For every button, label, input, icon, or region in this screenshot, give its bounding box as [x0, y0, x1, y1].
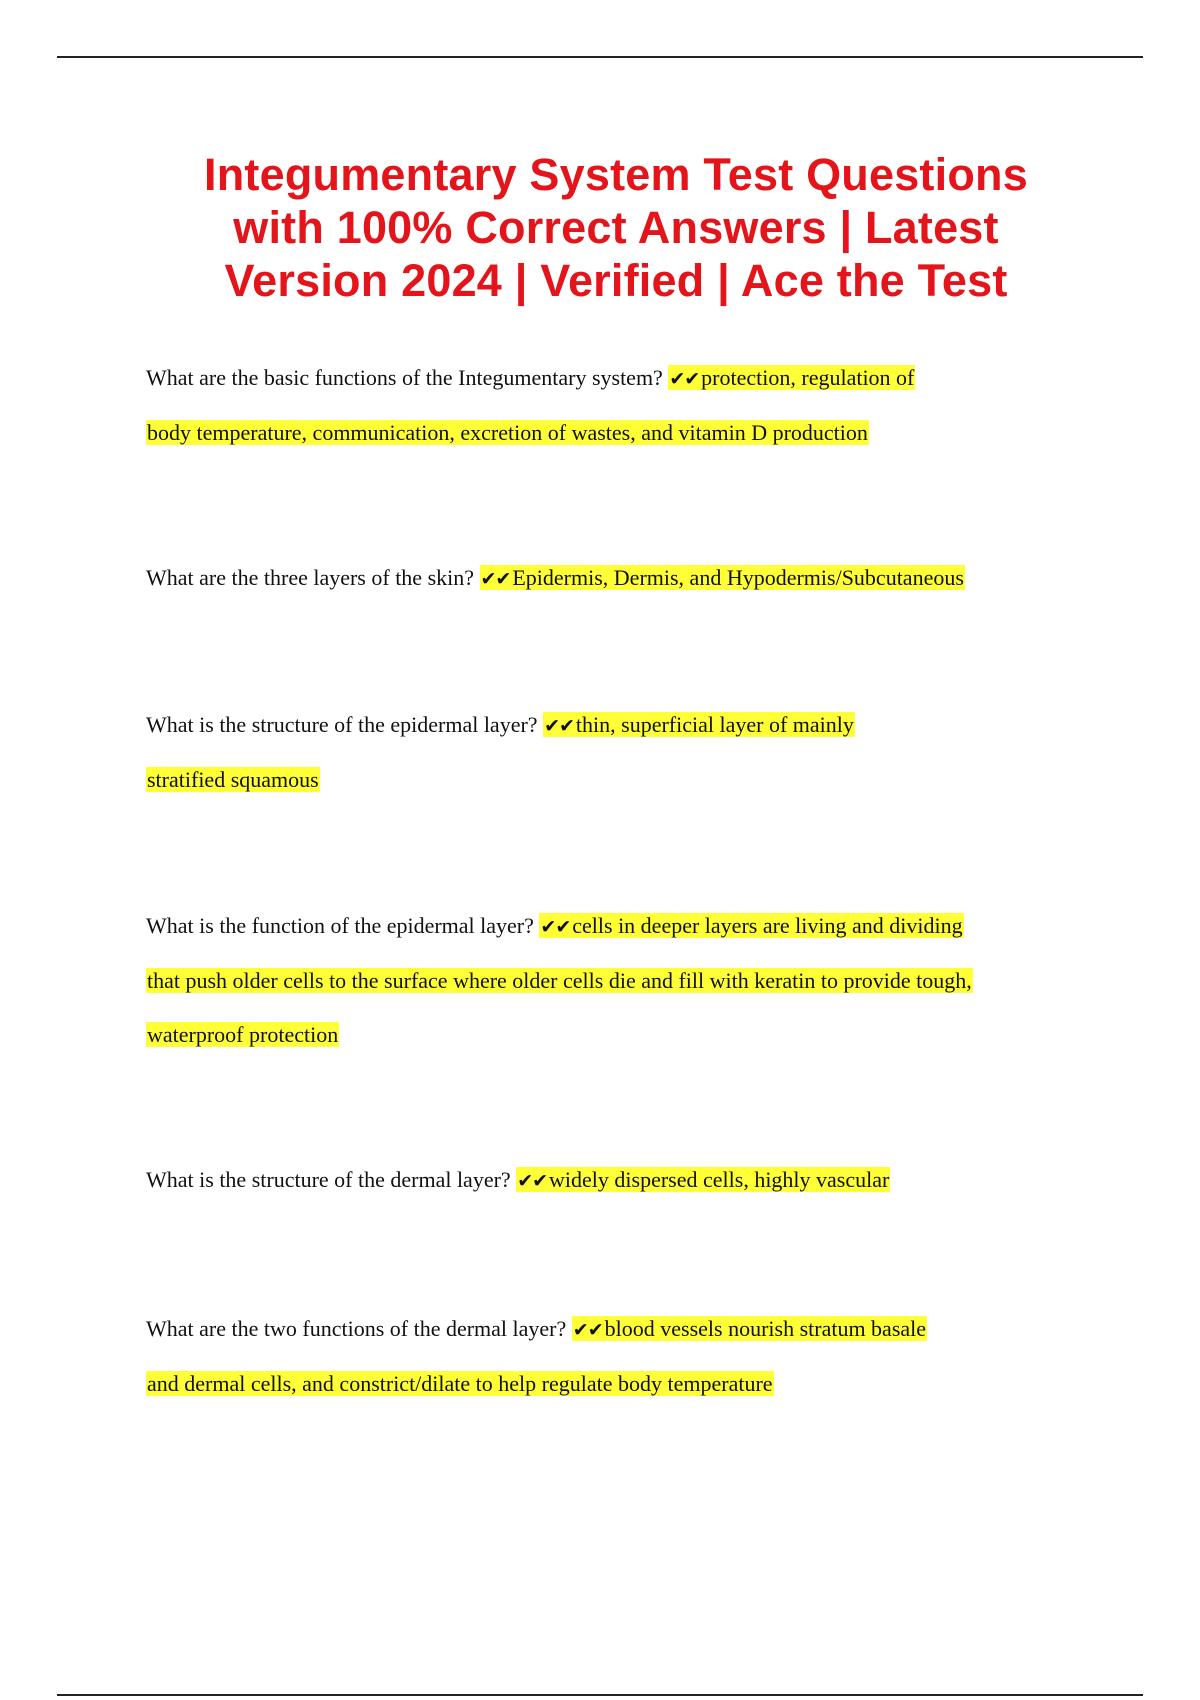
double-check-icon: ✔✔ [540, 916, 571, 938]
double-check-icon: ✔✔ [572, 1319, 603, 1341]
answer-highlight [543, 712, 855, 737]
answer-highlight [516, 1167, 890, 1192]
answer-text: blood vessels nourish stratum basale [604, 1316, 927, 1341]
question-text: What is the structure of the dermal layer? [146, 1167, 511, 1192]
qa-line [146, 1357, 1086, 1411]
answer-highlight [539, 913, 963, 938]
qa-item [146, 548, 1086, 609]
qa-line [146, 1150, 1086, 1211]
qa-line [146, 1008, 1086, 1062]
question-text: What are the three layers of the skin? [146, 565, 475, 590]
double-check-icon: ✔✔ [669, 368, 700, 390]
title-line: Integumentary System Test Questions [204, 149, 1028, 200]
document-title [100, 148, 1132, 307]
answer-text: cells in deeper layers are living and dividing [572, 913, 963, 938]
qa-item [146, 1150, 1086, 1211]
qa-item [146, 351, 1086, 460]
answer-highlight [480, 565, 965, 590]
double-check-icon: ✔✔ [544, 715, 574, 737]
question-text: What are the two functions of the dermal layer? [146, 1316, 567, 1341]
qa-line [146, 351, 1086, 406]
question-text: What is the structure of the epidermal layer? [146, 712, 538, 737]
qa-line [146, 406, 1086, 460]
question-text: What are the basic functions of the Integumentary system? [146, 365, 663, 390]
title-line: Version 2024 | Verified | Ace the Test [224, 255, 1008, 306]
double-check-icon: ✔✔ [517, 1170, 548, 1192]
answer-text: that push older cells to the surface where older cells die and fill with keratin to provide tough, [147, 968, 972, 993]
top-rule [57, 56, 1143, 58]
qa-line [146, 954, 1086, 1008]
answer-text: body temperature, communication, excretion of wastes, and vitamin D production [147, 420, 868, 445]
answer-highlight [668, 365, 915, 390]
title-line: with 100% Correct Answers | Latest [233, 202, 999, 253]
qa-line [146, 1302, 1086, 1357]
answer-text: Epidermis, Dermis, and Hypodermis/Subcutaneous [512, 565, 964, 590]
qa-line [146, 899, 1086, 954]
qa-line [146, 698, 1086, 753]
answer-text: waterproof protection [147, 1022, 339, 1047]
answer-text: thin, superficial layer of mainly [575, 712, 854, 737]
qa-item [146, 1302, 1086, 1411]
bottom-rule [57, 1694, 1143, 1696]
answer-text: protection, regulation of [701, 365, 915, 390]
qa-line [146, 753, 1086, 807]
answer-text: stratified squamous [147, 767, 319, 792]
qa-item [146, 698, 1086, 807]
answer-highlight [572, 1316, 927, 1341]
question-text: What is the function of the epidermal layer? [146, 913, 534, 938]
qa-item [146, 899, 1086, 1062]
answer-text: widely dispersed cells, highly vascular [549, 1167, 890, 1192]
double-check-icon: ✔✔ [480, 568, 511, 590]
answer-text: and dermal cells, and constrict/dilate to help regulate body temperature [147, 1371, 773, 1396]
qa-line [146, 548, 1086, 609]
